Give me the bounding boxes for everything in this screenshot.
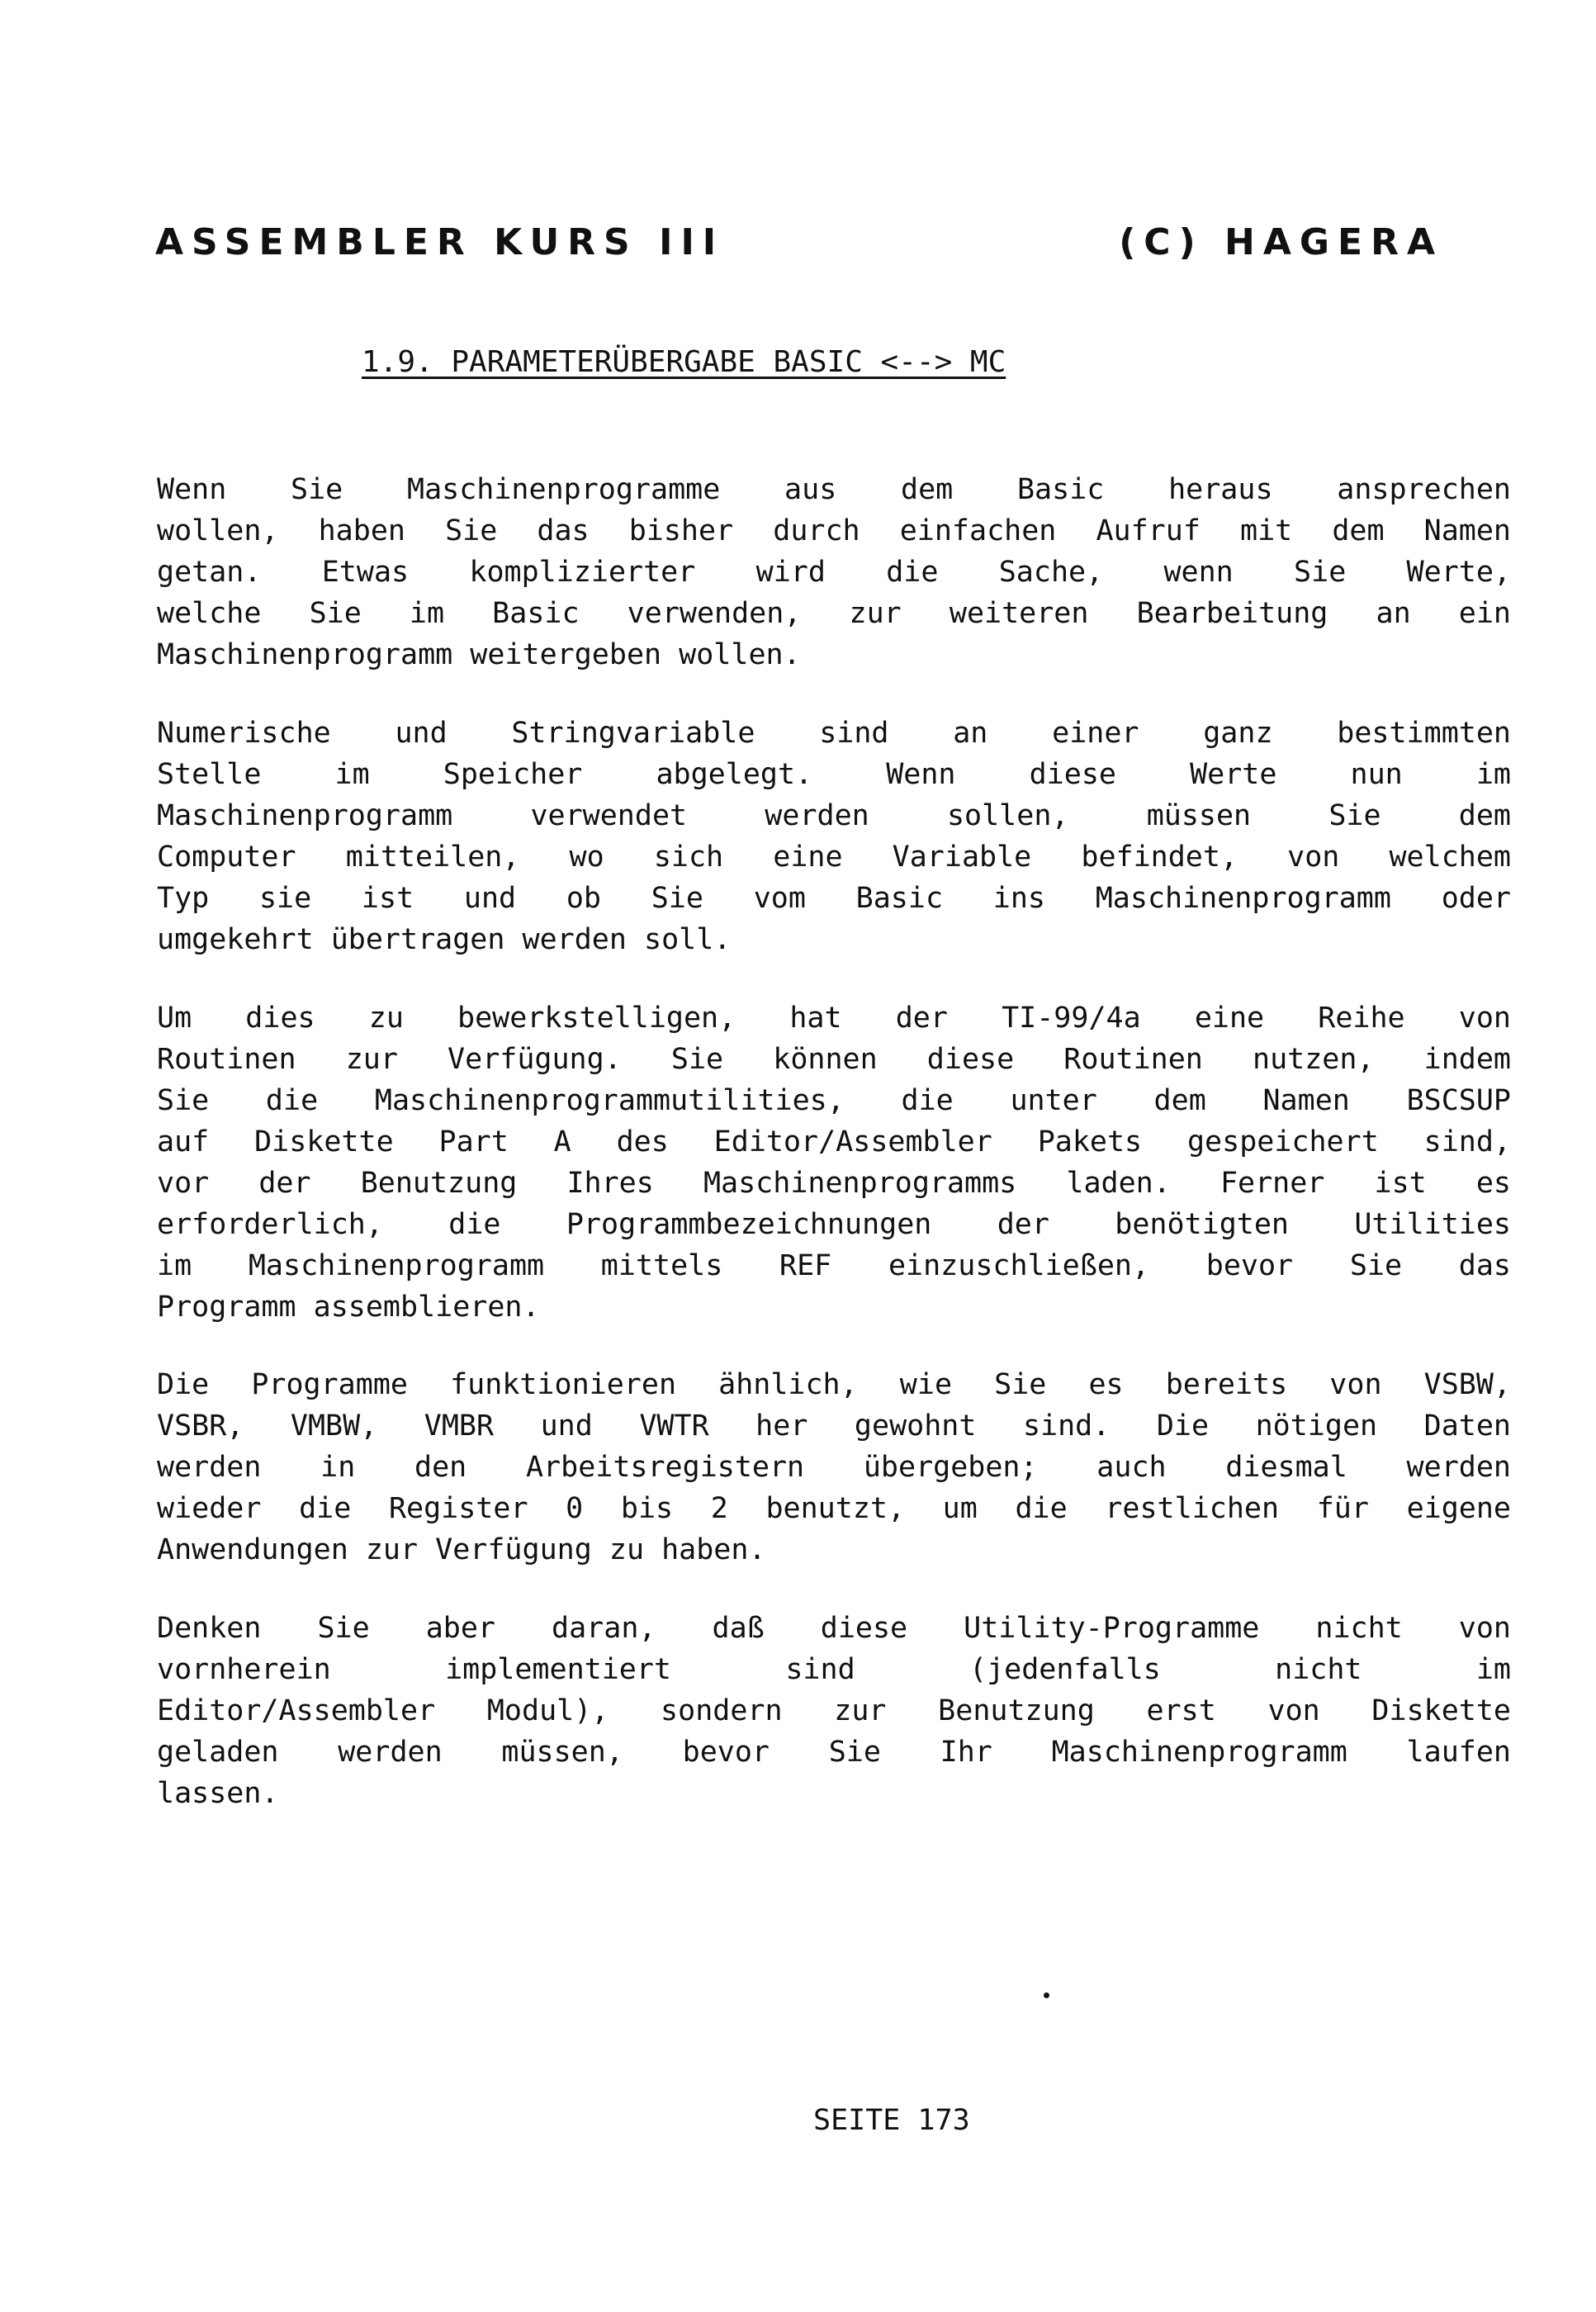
text-line: Typ sie ist und ob Sie vom Basic ins Maschinenprogramm oder [157, 882, 1511, 915]
text-line: getan. Etwas komplizierter wird die Sache, wenn Sie Werte, [157, 556, 1511, 589]
text-line: Numerische und Stringvariable sind an einer ganz bestimmten [157, 717, 1511, 750]
paragraph-4 [157, 1364, 1511, 1571]
header-copyright: (C) HAGERA [1119, 221, 1443, 263]
text-line: vor der Benutzung Ihres Maschinenprogramms laden. Ferner ist es [157, 1167, 1511, 1200]
text-line: vornherein implementiert sind (jedenfalls nicht im [157, 1653, 1511, 1686]
text-line: Um dies zu bewerkstelligen, hat der TI-99/4a eine Reihe von [157, 1002, 1511, 1035]
text-line: im Maschinenprogramm mittels REF einzuschließen, bevor Sie das [157, 1249, 1511, 1282]
section-heading: 1.9. PARAMETERÜBERGABE BASIC <--> MC [362, 345, 1006, 379]
text-line: wollen, haben Sie das bisher durch einfachen Aufruf mit dem Namen [157, 514, 1511, 547]
paragraph-1 [157, 469, 1511, 675]
page-header [155, 221, 1443, 271]
paragraph-5 [157, 1608, 1511, 1814]
text-line: Routinen zur Verfügung. Sie können diese Routinen nutzen, indem [157, 1043, 1511, 1076]
text-line: wieder die Register 0 bis 2 benutzt, um die restlichen für eigene [157, 1492, 1511, 1525]
text-line: Programm assemblieren. [157, 1291, 540, 1324]
stray-dot-mark [1044, 1992, 1049, 1998]
header-course-title: ASSEMBLER KURS III [155, 221, 725, 263]
text-line: Maschinenprogramm weitergeben wollen. [157, 638, 801, 671]
paragraph-2 [157, 713, 1511, 960]
text-line: VSBR, VMBW, VMBR und VWTR her gewohnt sind. Die nötigen Daten [157, 1409, 1511, 1443]
text-line: lassen. [157, 1777, 279, 1810]
text-line: geladen werden müssen, bevor Sie Ihr Maschinenprogramm laufen [157, 1736, 1511, 1769]
text-line: Sie die Maschinenprogrammutilities, die unter dem Namen BSCSUP [157, 1084, 1511, 1117]
text-line: Anwendungen zur Verfügung zu haben. [157, 1533, 766, 1566]
text-line: Stelle im Speicher abgelegt. Wenn diese Werte nun im [157, 758, 1511, 791]
text-line: erforderlich, die Programmbezeichnungen der benötigten Utilities [157, 1208, 1511, 1241]
text-line: Maschinenprogramm verwendet werden sollen, müssen Sie dem [157, 799, 1511, 832]
text-line: umgekehrt übertragen werden soll. [157, 923, 732, 956]
text-line: auf Diskette Part A des Editor/Assembler Pakets gespeichert sind, [157, 1125, 1511, 1158]
text-line: Wenn Sie Maschinenprogramme aus dem Basic heraus ansprechen [157, 473, 1511, 506]
text-line: Editor/Assembler Modul), sondern zur Benutzung erst von Diskette [157, 1694, 1511, 1727]
paragraph-3 [157, 997, 1511, 1328]
text-line: Die Programme funktionieren ähnlich, wie Sie es bereits von VSBW, [157, 1368, 1511, 1401]
text-line: welche Sie im Basic verwenden, zur weiteren Bearbeitung an ein [157, 597, 1511, 630]
text-line: Denken Sie aber daran, daß diese Utility-Programme nicht von [157, 1612, 1511, 1645]
text-line: Computer mitteilen, wo sich eine Variable befindet, von welchem [157, 841, 1511, 874]
text-line: werden in den Arbeitsregistern übergeben; auch diesmal werden [157, 1451, 1511, 1484]
page-number: SEITE 173 [813, 2104, 970, 2137]
